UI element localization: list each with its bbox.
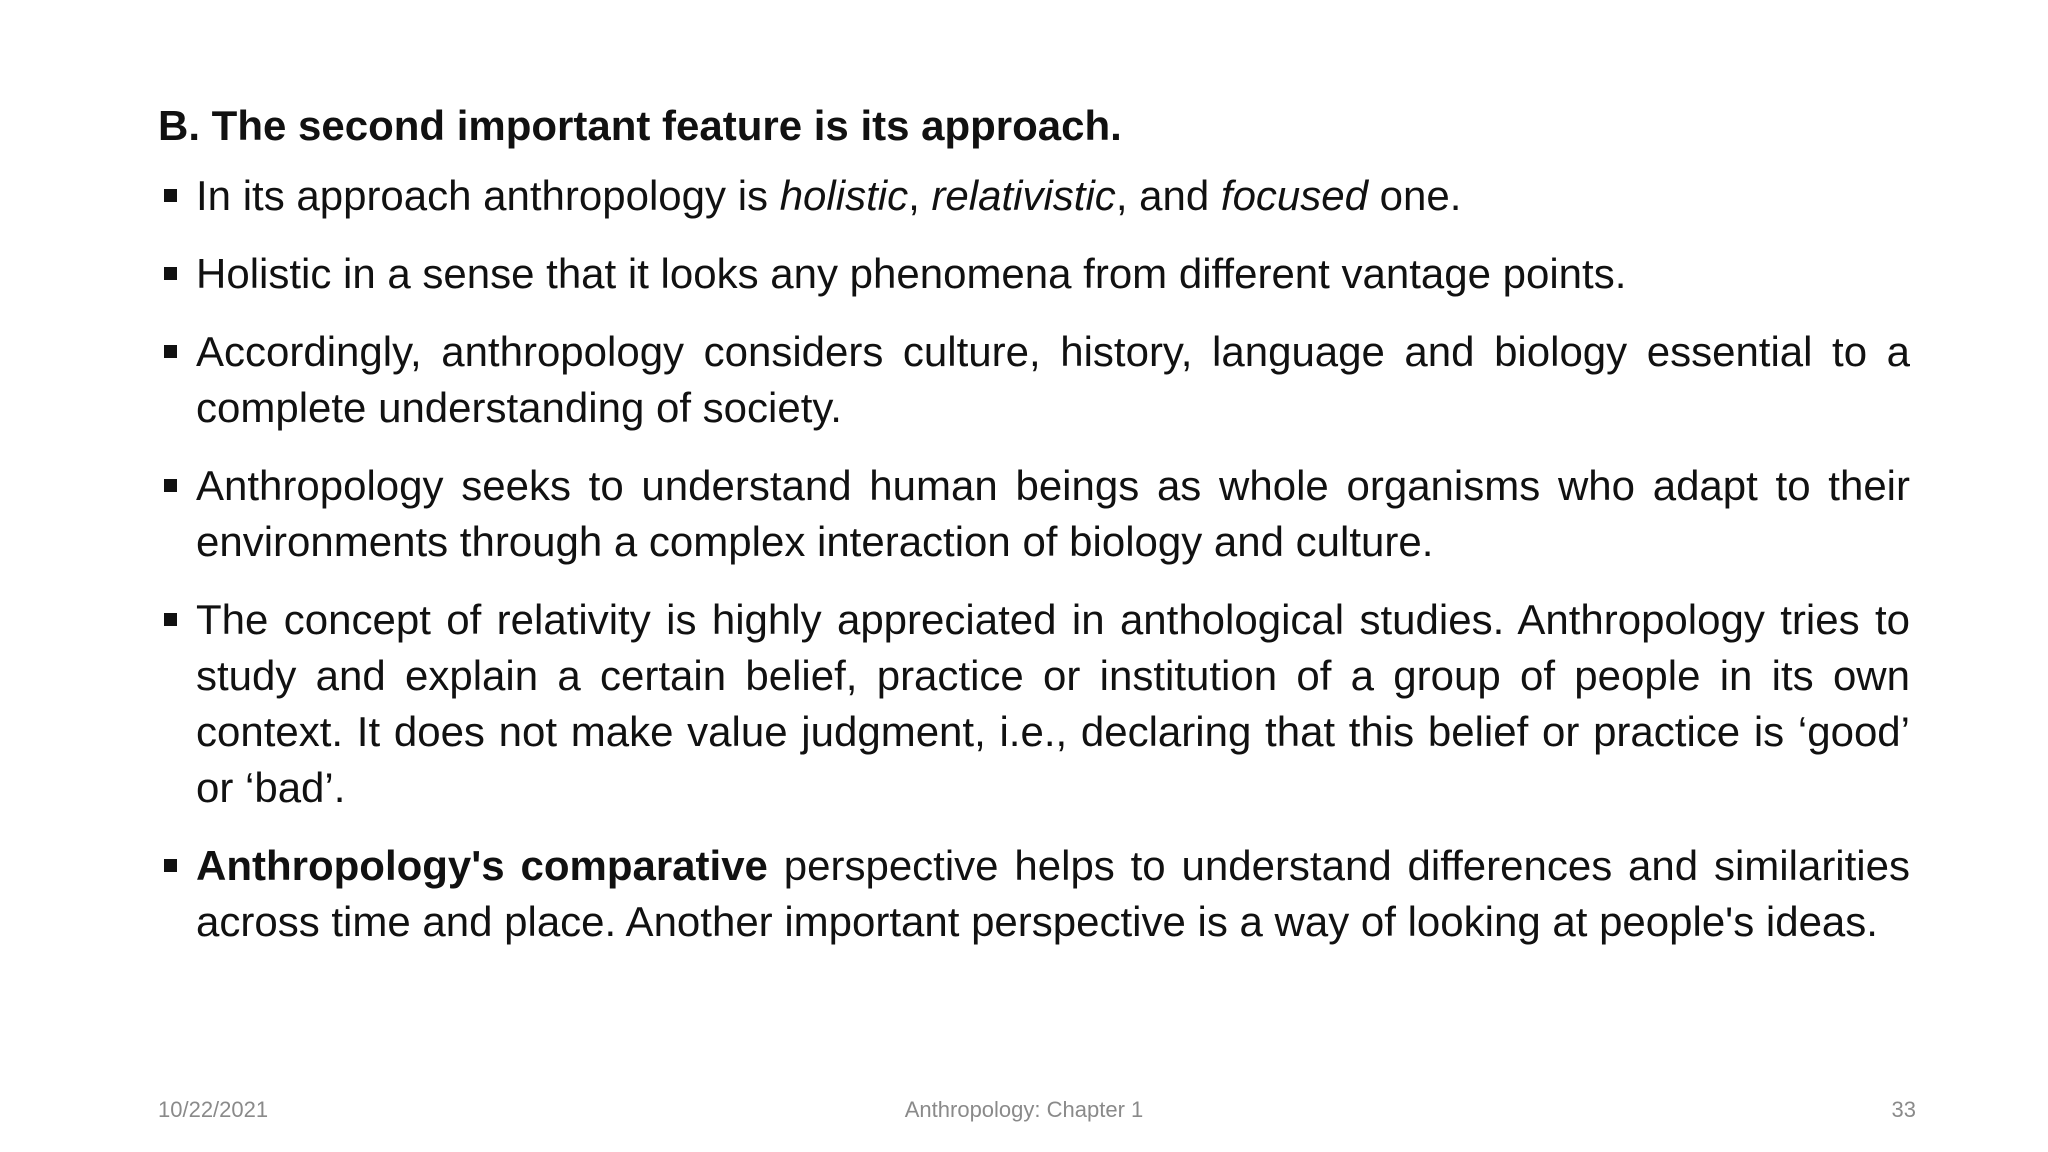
bullet-item [158,168,1910,224]
square-bullet-icon [164,189,177,202]
bullet-item [158,592,1910,816]
bullet-text-italic: relativistic [931,172,1116,219]
square-bullet-icon [164,267,177,280]
bullet-item [158,246,1910,302]
bullet-text-part: , [908,172,932,219]
bullet-text-part: Anthropology seeks to understand human beings as whole organisms who adapt to their environments through a complex interaction of biology and culture. [196,462,1910,565]
bullet-text-part: In its approach anthropology is [196,172,780,219]
square-bullet-icon [164,345,177,358]
bullet-text-part: The concept of relativity is highly appreciated in anthological studies. Anthropology tries to study and explain a certain belief, practice or institution of a group of people in its own context. It does not make value judgment, i.e., declaring that this belief or practice is ‘good’ or ‘bad’. [196,596,1910,811]
slide-content [158,98,1910,972]
square-bullet-icon [164,859,177,872]
bullet-list [158,168,1910,950]
footer-page-number: 33 [1891,1097,1916,1122]
bullet-text-italic: focused [1220,172,1369,219]
bullet-text-part: , and [1115,172,1221,219]
bullet-item [158,458,1910,570]
bullet-text-part: Accordingly, anthropology considers culture, history, language and biology essential to a complete understanding of society. [196,328,1910,431]
footer-date: 10/22/2021 [158,1097,269,1122]
bullet-text-part: Holistic in a sense that it looks any phenomena from different vantage points. [196,250,1627,297]
square-bullet-icon [164,613,177,626]
square-bullet-icon [164,479,177,492]
bullet-text-part: one. [1368,172,1462,219]
bullet-text-italic: holistic [779,172,909,219]
bullet-item [158,838,1910,950]
bullet-text-part: perspective helps to understand differences and similarities across time and place. Another important perspective is a way of looking at people's ideas. [196,842,1910,945]
bullet-text-bold: Anthropology's comparative [196,842,768,889]
slide-heading: B. The second important feature is its approach. [158,102,1122,149]
footer-title: Anthropology: Chapter 1 [904,1097,1144,1122]
bullet-item [158,324,1910,436]
